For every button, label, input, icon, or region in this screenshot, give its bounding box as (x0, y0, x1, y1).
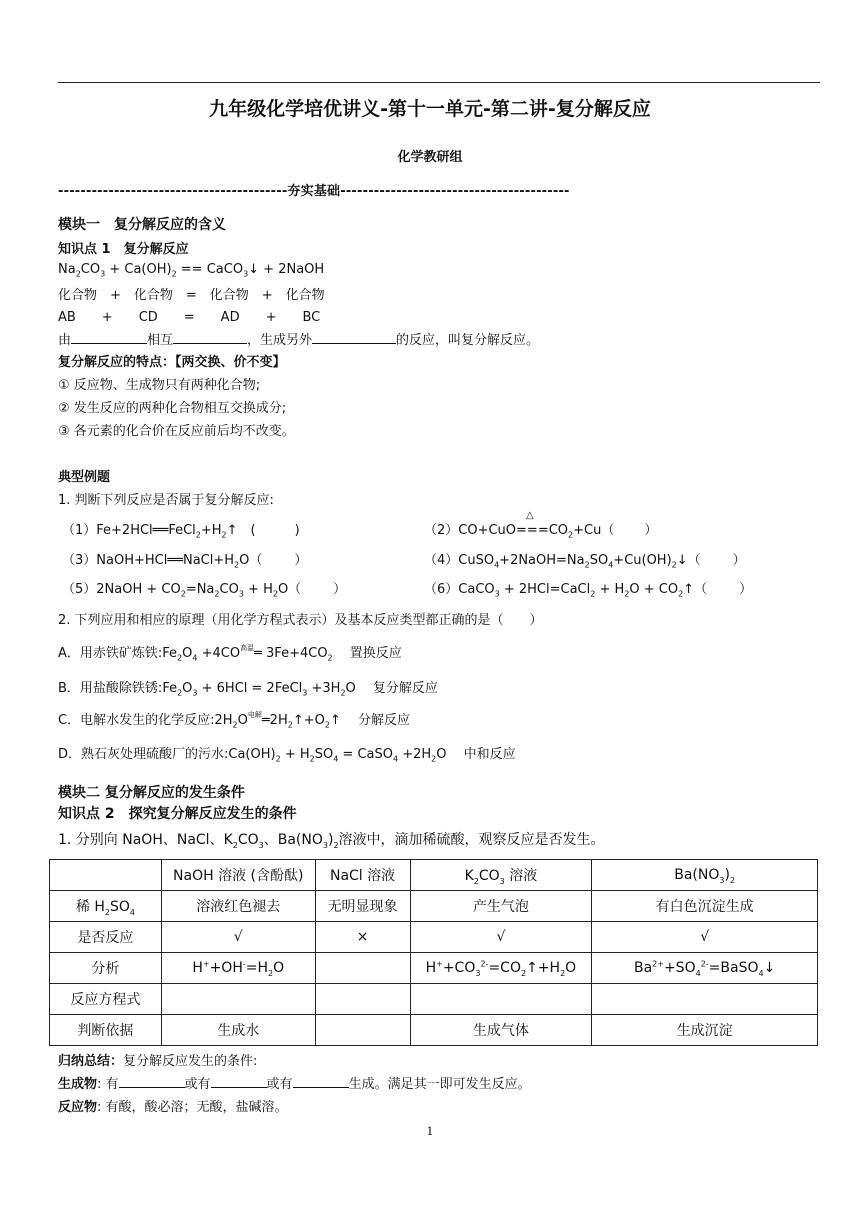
header-k2co3: $K_2CO_3$ 溶液 (410, 860, 592, 891)
section-divider (58, 180, 570, 199)
option-b[interactable]: B．用盐酸除铁锈$:Fe_2O_3 + 6HCl$ = 2FeCl$_3$ $+3H_2O$ 复分解反应 (58, 681, 438, 698)
line-text: 生成。满足其一即可发生反应。 (348, 1077, 531, 1092)
header-naoh: NaOH 溶液 (含酚酞) (161, 860, 315, 891)
blank-gas[interactable] (211, 1075, 267, 1088)
condition-label: 电解 (247, 711, 262, 719)
experiment-table (49, 859, 818, 1046)
table-cell: $H^++CO_3^{2-}=CO_2↑+H_2O$ (410, 953, 592, 984)
table-cell: $H^++OH^-=H_2O$ (161, 953, 315, 984)
header-suffix: 溶液 (509, 868, 538, 884)
page-number: 1 (426, 1125, 434, 1138)
row-label-text: 稀 H (75, 899, 105, 915)
reactants-line (58, 1096, 288, 1115)
q1-item-2: （2）CO+CuO △ $===CO_2+Cu$（ ） (424, 510, 658, 540)
blank-2[interactable] (173, 331, 247, 344)
condition-label: 高温 (240, 644, 255, 652)
table-cell[interactable] (410, 984, 592, 1015)
row-label: 判断依据 (50, 1015, 162, 1046)
blank-water[interactable] (119, 1075, 185, 1088)
divider-right: ----------------------------------------- (340, 184, 570, 199)
definition (58, 329, 539, 348)
option-label: C．电解水发生的化学反应: (58, 713, 215, 728)
def-text: 的反应，叫复分解反应。 (396, 333, 540, 348)
option-label: A．用赤铁矿炼铁: (58, 646, 163, 661)
table-cell[interactable] (592, 984, 818, 1015)
q-stem: 1. 分别向 NaOH、NaCl、$K_2CO_3$、$Ba(NO_3)_2$溶液中，滴加稀硫酸，观察反应是否发生。 (58, 832, 605, 850)
products-label: 生成物 (58, 1077, 98, 1092)
row-label: 是否反应 (50, 922, 162, 953)
table-row (50, 1015, 818, 1046)
q1-stem: 1. 判断下列反应是否属于复分解反应: (58, 493, 274, 508)
option-a[interactable]: A．用赤铁矿炼铁$:Fe_2O_4$ $+4CO^{高温}═$ $3Fe+4CO_2$ 置换反应 (58, 644, 402, 663)
stem-text: 、Ba(NO (263, 832, 323, 848)
heat-symbol: △ (526, 510, 534, 521)
row-label: 分析 (50, 953, 162, 984)
option-c[interactable]: C．电解水发生的化学反应$:2H_2O^{电解}═2H_2↑+O_2↑$ 分解反应 (58, 711, 410, 730)
table-row (50, 922, 818, 953)
table-row (50, 891, 818, 922)
top-rule (58, 82, 820, 83)
letter-form: AB + CD = AD + BC (58, 310, 321, 325)
table-cell[interactable] (315, 984, 410, 1015)
answer-bracket[interactable]: ( ) (250, 523, 300, 538)
module2-heading: 模块二 复分解反应的发生条件 (58, 785, 245, 801)
table-cell: 产生气泡 (410, 891, 592, 922)
table-row (50, 984, 818, 1015)
header-nacl: NaCl 溶液 (315, 860, 410, 891)
def-text: 由 (58, 333, 72, 348)
option-label: D．熟石灰处理硫酸厂的污水: (58, 747, 229, 762)
reaction-type: 复分解反应 (372, 681, 438, 696)
blank-3[interactable] (312, 331, 396, 344)
kp2-heading: 知识点 2 探究复分解反应发生的条件 (58, 806, 297, 822)
table-cell: 生成沉淀 (592, 1015, 818, 1046)
option-d[interactable]: D．熟石灰处理硫酸厂的污水$:Ca(OH)_2 + H_2SO_4$ = CaSO$_4$ $+2H_2O$ 中和反应 (58, 747, 516, 764)
summary (58, 1050, 257, 1069)
kp1-heading: 知识点 1 复分解反应 (58, 242, 189, 257)
table-cell: √ (592, 922, 818, 953)
table-row (50, 953, 818, 984)
table-cell (315, 953, 410, 984)
table-cell: $Ba^{2+}+SO_4^{2-}=BaSO_4↓$ (592, 953, 818, 984)
stem-text: ) (327, 832, 334, 848)
table-cell: 溶液红色褪去 (161, 891, 315, 922)
general-form: 化合物 + 化合物 = 化合物 + 化合物 (58, 288, 325, 303)
example-equation: $Na_2CO_3 + Ca(OH)_2$ == CaCO$_3$↓ + 2NaOH (58, 262, 325, 279)
header-bano3: $Ba(NO_3)_2$ (592, 860, 818, 891)
row-label: 反应方程式 (50, 984, 162, 1015)
table-cell (315, 1015, 410, 1046)
stem-text: 1. 分别向 NaOH、NaCl、K (58, 832, 233, 848)
table-cell: 无明显现象 (315, 891, 410, 922)
q1-item-1: $(1)Fe+2HCl══FeCl_2+H_2↑$ ( ) (62, 523, 300, 540)
blank-1[interactable] (71, 331, 147, 344)
module1-heading: 模块一 复分解反应的含义 (58, 217, 226, 233)
author: 化学教研组 (397, 150, 463, 165)
summary-label: 归纳总结： (58, 1054, 124, 1069)
summary-text: 复分解反应发生的条件: (123, 1054, 258, 1069)
table-row (50, 860, 818, 891)
stem-text: 溶液中，滴加稀硫酸，观察反应是否发生。 (338, 832, 605, 848)
line-text: 或有 (266, 1077, 293, 1092)
reaction-type: 分解反应 (357, 713, 410, 728)
reaction-type: 中和反应 (463, 747, 516, 762)
def-text: ，生成另外 (247, 333, 313, 348)
q2-stem: 2. 下列应用和相应的原理（用化学方程式表示）及基本反应类型都正确的是（ ） (58, 613, 543, 628)
reaction-type: 置换反应 (349, 646, 402, 661)
products-line (58, 1073, 531, 1092)
q1-item-5: （5）2NaOH + $CO_2=Na_2CO_3 + H_2O$（ ） (62, 582, 347, 599)
q1-item-3: $(3)NaOH+HCl══NaCl+H_2O$（ ） (62, 553, 308, 570)
features-heading: 复分解反应的特点：【两交换、价不变】 (58, 355, 286, 370)
line-text: : 有酸，酸必溶；无酸，盐碱溶。 (97, 1100, 288, 1115)
table-cell: 生成水 (161, 1015, 315, 1046)
divider-label: 夯实基础 (287, 184, 341, 199)
q1-item-6: （6）CaCO$_3$ + 2HCl=CaCl$_2$ + $H_2O$ + $CO_2↑$（ ） (424, 582, 753, 599)
option-label: B．用盐酸除铁锈: (58, 681, 163, 696)
def-text: 相互 (147, 333, 174, 348)
reactants-label: 反应物 (58, 1100, 98, 1115)
table-cell: √ (161, 922, 315, 953)
feature-item: ② 发生反应的两种化合物相互交换成分; (58, 401, 287, 416)
row-label: 稀 $H_2SO_4$ (50, 891, 162, 922)
examples-heading: 典型例题 (58, 470, 111, 485)
divider-left: ----------------------------------------- (58, 184, 288, 199)
page-title: 九年级化学培优讲义-第十一单元-第二讲-复分解反应 (209, 98, 651, 120)
line-text: 或有 (184, 1077, 211, 1092)
feature-item: ③ 各元素的化合价在反应前后均不改变。 (58, 424, 295, 439)
line-text: : 有 (97, 1077, 119, 1092)
q1-item-4: $(4)CuSO_4+2NaOH=Na_2SO_4+Cu(OH)_2↓$（ ） (424, 553, 746, 570)
table-cell: √ (410, 922, 592, 953)
blank-precipitate[interactable] (293, 1075, 349, 1088)
table-cell (50, 860, 162, 891)
feature-item: ① 反应物、生成物只有两种化合物; (58, 378, 261, 393)
table-cell[interactable] (161, 984, 315, 1015)
table-cell: 有白色沉淀生成 (592, 891, 818, 922)
table-cell: 生成气体 (410, 1015, 592, 1046)
table-cell: × (315, 922, 410, 953)
stem-text: CO (237, 832, 259, 848)
